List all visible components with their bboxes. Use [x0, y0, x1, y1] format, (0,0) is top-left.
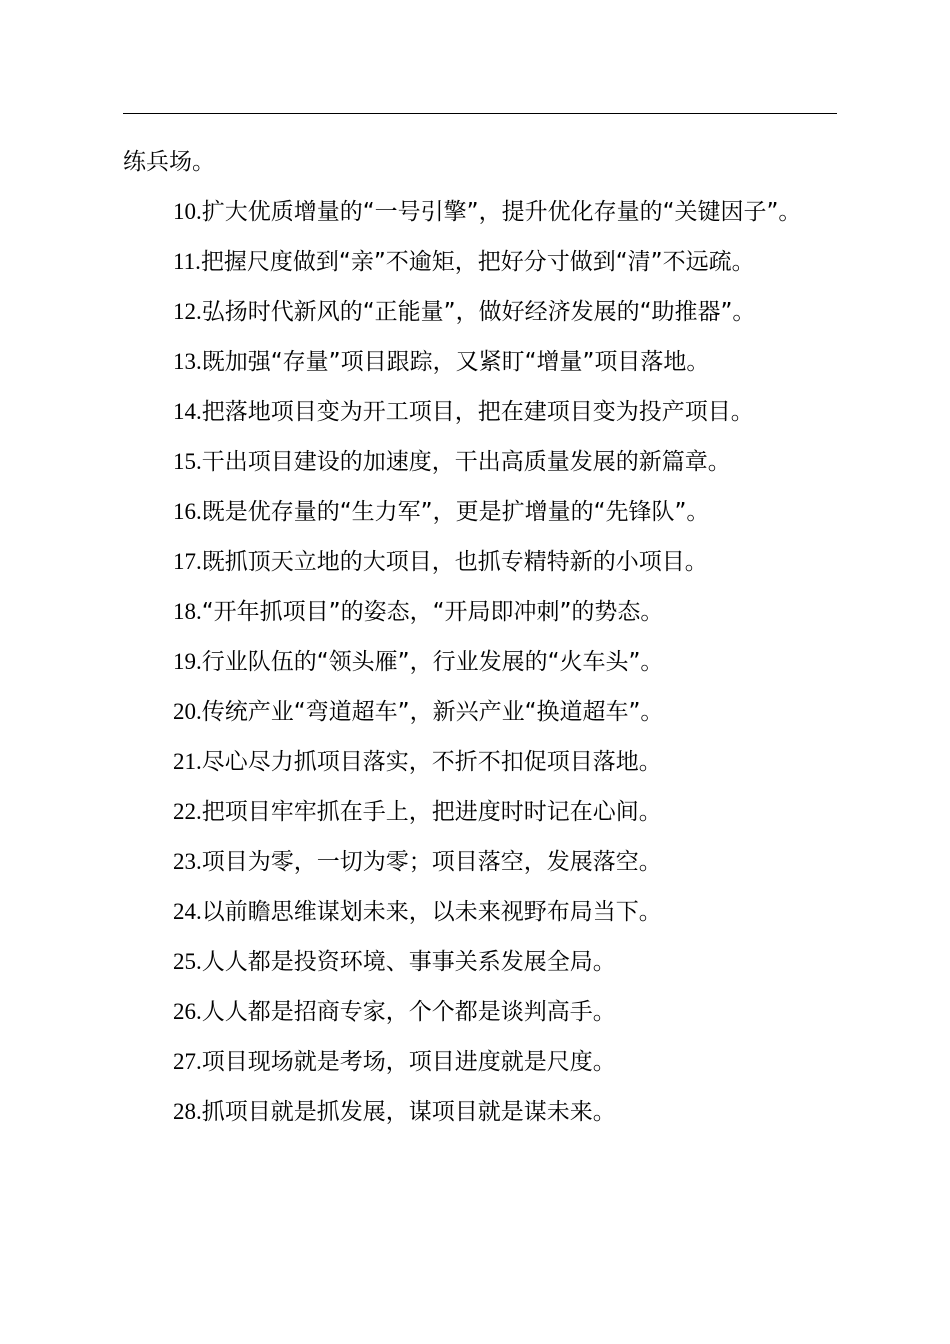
list-item [123, 840, 837, 884]
list-item [123, 1090, 837, 1134]
item-number: 14. [173, 399, 202, 424]
item-text: 把握尺度做到“亲”不逾矩，把好分寸做到“清”不远疏。 [200, 249, 755, 275]
item-text: 传统产业“弯道超车”，新兴产业“换道超车”。 [201, 699, 664, 725]
item-number: 27. [173, 1049, 202, 1074]
item-text: 既加强“存量”项目跟踪，又紧盯“增量”项目落地。 [201, 349, 710, 375]
item-text: 行业队伍的“领头雁”，行业发展的“火车头”。 [201, 649, 664, 675]
header-rule [123, 113, 837, 114]
item-number: 12. [173, 299, 202, 324]
list-item [123, 190, 837, 234]
item-number: 13. [173, 349, 202, 374]
item-text: 扩大优质增量的“一号引擎”，提升优化存量的“关键因子”。 [201, 199, 802, 225]
item-number: 16. [173, 499, 202, 524]
item-text: 抓项目就是抓发展，谋项目就是谋未来。 [201, 1099, 616, 1125]
item-number: 20. [173, 699, 202, 724]
item-text: 把项目牢牢抓在手上，把进度时时记在心间。 [201, 799, 662, 825]
item-number: 18. [173, 599, 202, 624]
continuation-paragraph: 练兵场。 [123, 149, 215, 175]
list-item [123, 490, 837, 534]
item-text: 项目为零，一切为零；项目落空，发展落空。 [201, 849, 662, 875]
item-number: 22. [173, 799, 202, 824]
item-text: 既抓顶天立地的大项目，也抓专精特新的小项目。 [201, 549, 708, 575]
item-text: 既是优存量的“生力军”，更是扩增量的“先锋队”。 [201, 499, 710, 525]
item-number: 15. [173, 449, 202, 474]
item-number: 26. [173, 999, 202, 1024]
list-item [123, 540, 837, 584]
item-text: 以前瞻思维谋划未来，以未来视野布局当下。 [201, 899, 662, 925]
item-text: 项目现场就是考场，项目进度就是尺度。 [201, 1049, 616, 1075]
item-text: 人人都是投资环境、事事关系发展全局。 [201, 949, 616, 975]
item-text: 人人都是招商专家，个个都是谈判高手。 [201, 999, 616, 1025]
list-item [123, 1040, 837, 1084]
list-item [123, 690, 837, 734]
item-number: 28. [173, 1099, 202, 1124]
item-text: 尽心尽力抓项目落实，不折不扣促项目落地。 [201, 749, 662, 775]
list-item [123, 790, 837, 834]
item-number: 24. [173, 899, 202, 924]
list-item [123, 390, 837, 434]
list-item [123, 740, 837, 784]
list-item [123, 890, 837, 934]
list-item [123, 240, 837, 284]
document-body [123, 140, 837, 1140]
list-item [123, 940, 837, 984]
item-text: “开年抓项目”的姿态，“开局即冲刺”的势态。 [201, 599, 664, 625]
list-item [123, 590, 837, 634]
list-item [123, 640, 837, 684]
item-number: 19. [173, 649, 202, 674]
list-item [123, 340, 837, 384]
list-item [123, 440, 837, 484]
list-item [123, 990, 837, 1034]
item-text: 把落地项目变为开工项目，把在建项目变为投产项目。 [201, 399, 754, 425]
list-item [123, 290, 837, 334]
item-number: 21. [173, 749, 202, 774]
item-number: 25. [173, 949, 202, 974]
item-number: 11. [173, 249, 201, 274]
item-number: 17. [173, 549, 202, 574]
item-number: 23. [173, 849, 202, 874]
item-number: 10. [173, 199, 202, 224]
item-text: 弘扬时代新风的“正能量”，做好经济发展的“助推器”。 [201, 299, 756, 325]
item-text: 干出项目建设的加速度，干出高质量发展的新篇章。 [201, 449, 731, 475]
